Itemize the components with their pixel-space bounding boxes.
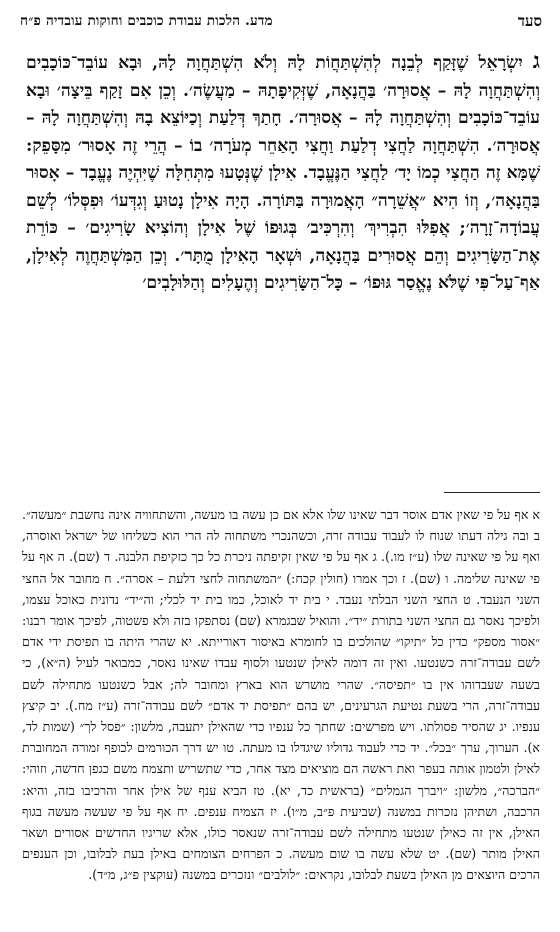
page-number: סעד (517, 12, 542, 30)
halakha-number: ג (532, 48, 540, 74)
halakha-body: יִשְׂרָאֵל שֶׁזָּקַף לְבֵנָה לְהִשְׁתַּחֲוֹת לָהּ וְלֹא הִשְׁתַּחֲוָה לָהּ, וּבָא עוֹבֵד־כּוֹכָבִים וְהִשְׁתַּחֲוָה לָהּ – אֲסוּרָה׳ בַּהֲנָאָה, שֶׁזְּקִיפָתָהּ – מַעֲשֶׂה׳. וְכֵן אִם זָקַף בֵּיצָה׳ וּבָא עוֹבֵד־כּוֹכָבִים וְהִשְׁתַּחֲוָה לָהּ – אֲסוּרָה׳. חָתַךְ דְּלַעַת וְכַיּוֹצֵא בָהּ וְהִשְׁתַּחֲוָה לָהּ – אֲסוּרָה׳. הִשְׁתַּחֲוָה לַחֲצִי דְלַעַת וַחֲצִי הָאַחֵר מְעֹרָה׳ בוֹ – הֲרֵי זֶה אָסוּר׳ מִסָּפֵק: שֶׁמָּא זֶה הַחֲצִי כְמוֹ יָד׳ לַחֲצִי הַנֶּעֱבָד. אִילָן שֶׁנְּטָעוּ מִתְּחִלָּה שֶׁיִּהְיֶה נֶעֱבָד – אָסוּר בַּהֲנָאָה׳, וְזוֹ הִיא ״אֲשֵׁרָה״ הָאֲמוּרָה בַּתּוֹרָה. הָיָה אִילָן נָטוּעַ וְגִדְּעוֹ׳ וּפִסְּלוֹ׳ לְשֵׁם עֲבוֹדָה־זָרָה׳; אֲפִלּוּ הִבְרִיךְ׳ וְהִרְכִּיב׳ בְּגוּפוֹ שֶׁל אִילָן וְהוֹצִיא שָׂרִיגִים׳ – כּוֹרֵת אֶת־הַשָּׂרִיגִים וְהֵם אֲסוּרִים בַּהֲנָאָה, וּשְׁאָר הָאִילָן מֻתָּר׳. וְכֵן הַמִּשְׁתַּחֲוֶה לְאִילָן, אַף־עַל־פִּי שֶׁלֹּא נֶאֱסַר גּוּפוֹ׳ – כָּל־הַשָּׂרִיגִים וְהֶעָלִים וְהַלּוּלָבִים׳ (26, 53, 540, 293)
page-header (20, 10, 542, 32)
footnotes (22, 504, 540, 886)
footnote-separator (444, 492, 540, 493)
footnote-block: א אף על פי שאין אדם אוסר דבר שאינו שלו אלא אם כן עשה בו מעשה, והשתחוויה אינה נחשבת ״מעשה״. ב ובה גילה דעתו שנוח לו לעבוד עבודה זרה, וכשהנכרי משתחוה לה הרי הוא כשליחו של ישראל ואוסרה, ואף על פי שאינה שלו (ע״ז מו.). ג אף על פי שאין זקיפתה ניכרת כל כך כזקיפת הלבנה. ד (שם). ה אף על פי שאינה שלימה. ו (שם). ז וכך אמרו (חולין קכח:) ״המשתחוה לחצי דלעת – אסרה״. ח מחובר אל החצי השני הנעבד. ט החצי השני הבלתי נעבד. י בית יד לאוכל, כמו בית יד לכלי; וה״יד״ נדונית כאוכל עצמו, ולפיכך נאסר גם החצי השני בתורת ״יד״. והואיל שבגמרא (שם) נסתפקו בזה ולא פשטוה, לפיכך אומר רבנו: ״אסור מספק״ כדין כל ״תיקו״ שהולכים בו לחומרא באיסור דאורייתא. יא שהרי היתה בו תפיסת ידי אדם לשם עבודה־זרה כשנטעו. ואין זה דומה לאילן שנטעו ולסוף עבדו שאינו נאסר, כמבואר לעיל (ה״א), כי בשעה שעבדוהו אין בו ״תפיסה״. שהרי מושרש הוא בארץ ומחובר לה; אבל כשנטעו מתחילה לשם עבודה־זרה, הרי בשעת נטיעת הגרעינים, יש בהם ״תפיסת יד אדם״ לשם עבודה־זרה (ע״ז מח.). יב קיצץ ענפיו. יג שהסיר פסולתו. ויש מפרשים: שחתך כל ענפיו כדי שהאילן יתעבה, מלשון: ״פסל לך״ (שמות לד, א). הערוך, ערך ״בכל״. יד כדי לעבוד גדוליו שיגדלו בו מעתה. טו יש דרך הכורמים לכופף זמורה המחוברת לאילן ולטמון אותה בעפר ואת ראשה הם מוציאים מצד אחר, כדי שתשריש ותצמח משם כגפן חדשה, וזוהי: ״הברכה״, מלשון: ״ויברך הגמלים״ (בראשית כד, יא). טז הביא ענף של אילן אחר והרכיבו בזה, והיא: הרכבה, ושתיהן נזכרות במשנה (שביעית פ״ב, מ״ו). יז הצמיח ענפים. יח אף על פי שעשה מעשה בגוף האילן, אין זה כאילן שנטעו מתחילה לשם עבודה־זרה שנאסר כולו, אלא שריגיו החדשים אסורים ושאר האילן מותר (שם). יט שלא עשה בו שום מעשה. כ הפרחים הצומחים באילן בעת לבלובו, וכן הענפים הרכים היוצאים מן האילן בשעת לבלובו, נקראים: ״לולבים״ ונזכרים במשנה (עוקצין פ״ג, מ״ד). (21, 507, 540, 883)
halakha-text (26, 48, 540, 298)
running-title: מדע. הלכות עבודת כוכבים וחוקות עובדיה פ״ח (20, 13, 273, 29)
